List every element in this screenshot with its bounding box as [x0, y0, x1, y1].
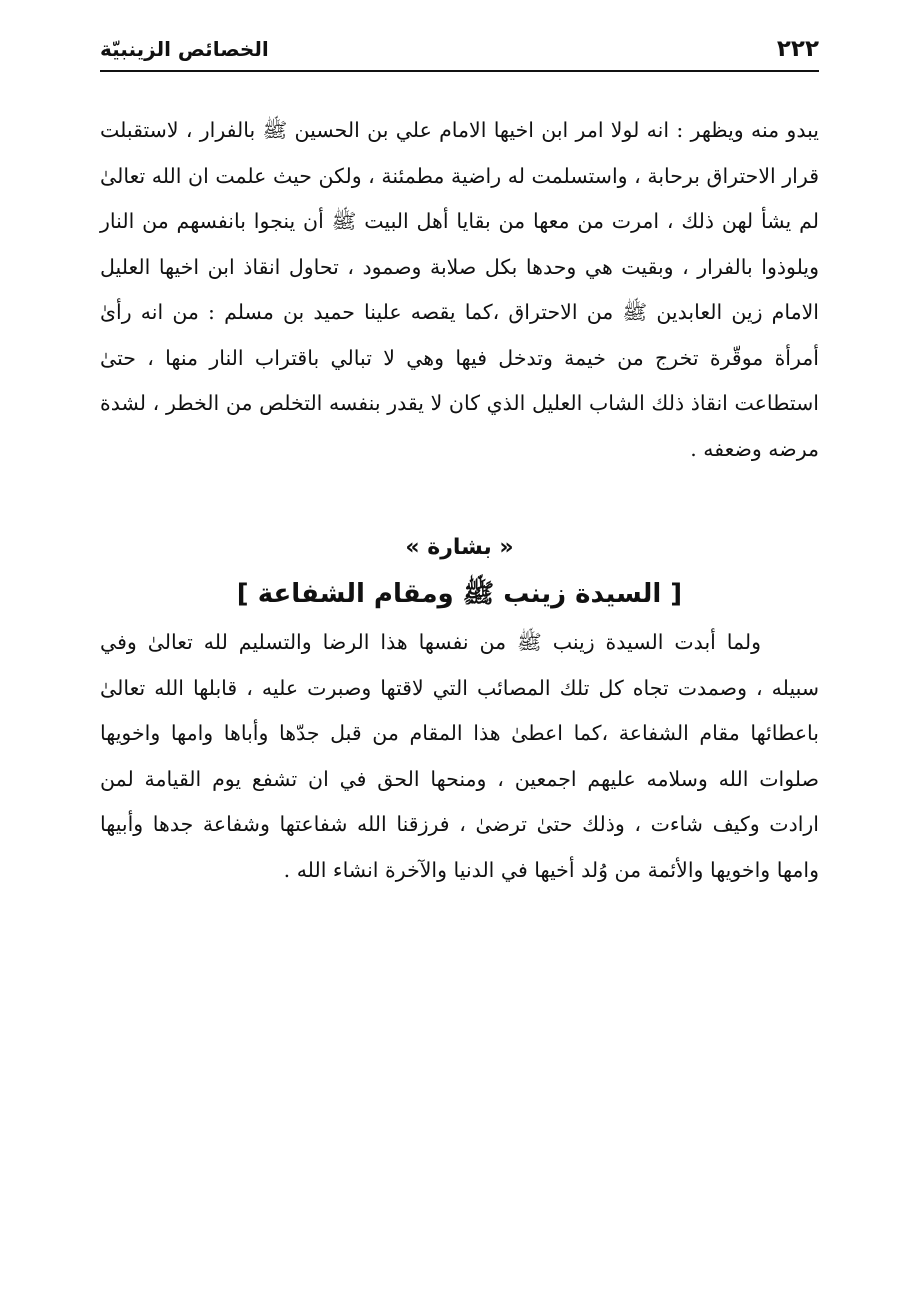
section-label: « بشارة »: [405, 535, 514, 560]
running-title: الخصائص الزينبيّة: [100, 37, 269, 61]
paragraph-2: ولما أبدت السيدة زينب ﷺ من نفسها هذا الرضا والتسليم لله تعالىٰ وفي سبيله ، وصمدت تجاه كل تلك المصائب التي لاقتها وصبرت عليه ، قابلها الله تعالىٰ باعطائها مقام الشفاعة ،كما اعطىٰ هذا المقام من قبل جدّها وأباها وامها واخويها صلوات الله وسلامه عليهم اجمعين ، ومنحها الحق في ان تشفع يوم القيامة لمن ارادت وكيف شاءت ، وذلك حتىٰ ترضىٰ ، فرزقنا الله شفاعتها وشفاعة جدها وأبيها وامها واخويها والأئمة من وُلد أخيها في الدنيا والآخرة انشاء الله .: [100, 630, 819, 882]
paragraph-1: يبدو منه ويظهر : انه لولا امر ابن اخيها الامام علي بن الحسين ﷺ بالفرار ، لاستقبلت قرار الاحتراق برحابة ، واستسلمت له راضية مطمئنة ، ولكن حيث علمت ان الله تعالىٰ لم يشأ لهن ذلك ، امرت من معها من بقايا أهل البيت ﷺ أن ينجوا بانفسهم من النار ويلوذوا بالفرار ، وبقيت هي وحدها بكل صلابة وصمود ، تحاول انقاذ ابن اخيها العليل الامام زين العابدين ﷺ من الاحتراق ،كما يقصه علينا حميد بن مسلم : من انه رأىٰ أمرأة موقّرة تخرج من خيمة وتدخل فيها وهي لا تبالي باقتراب النار منها ، حتىٰ استطاعت انقاذ ذلك الشاب العليل الذي كان لا يقدر بنفسه التخلص من الخطر ، لشدة مرضه وضعفه .: [100, 118, 819, 461]
page-header: [100, 30, 819, 70]
page-number: ٢٢٢: [776, 36, 819, 62]
header-divider: [100, 70, 819, 72]
section-title: [ السيدة زينب ﷺ ومقام الشفاعة ]: [236, 579, 683, 609]
